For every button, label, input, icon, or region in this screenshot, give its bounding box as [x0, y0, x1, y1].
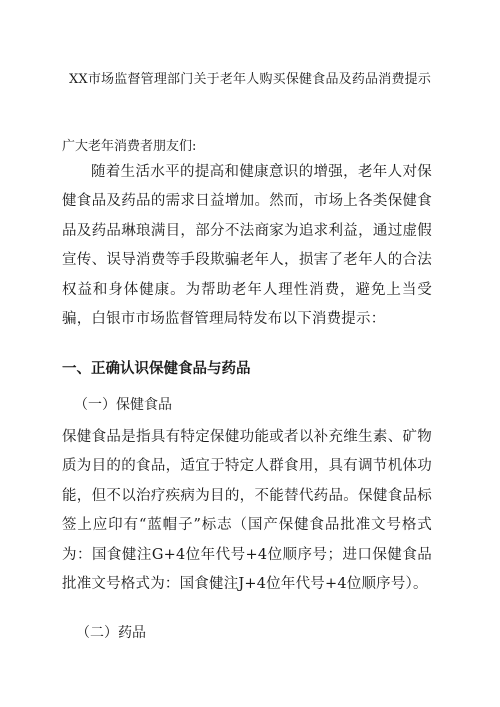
health-food-paragraph: 保健食品是指具有特定保健功能或者以补充维生素、矿物质为目的的食品，适宜于特定人群食用，具有调节机体功能，但不以治疗疾病为目的，不能替代药品。保健食品标签上应印有“蓝帽子”标志（国产保健食品批准文号格式为：国食健注G+4位年代号+4位顺序号；进口保健食品批准文号格式为：国食健注J+4位年代号+4位顺序号）。	[62, 429, 432, 593]
subsection-heading-medicine: （二）药品	[76, 625, 146, 641]
section-heading-1: 一、正确认识保健食品与药品	[62, 361, 251, 377]
subsection-heading-health-food: （一）保健食品	[74, 397, 172, 413]
document-title: XX市场监督管理部门关于老年人购买保健食品及药品消费提示	[68, 72, 432, 87]
salutation: 广大老年消费者朋友们:	[62, 139, 197, 154]
intro-paragraph: 随着生活水平的提高和健康意识的增强，老年人对保健食品及药品的需求日益增加。然而，市场上各类保健食品及药品琳琅满目，部分不法商家为追求利益，通过虚假宣传、误导消费等手段欺骗老年人，损害了老年人的合法权益和身体健康。为帮助老年人理性消费，避免上当受骗，白银市市场监督管理局特发布以下消费提示：	[62, 164, 432, 328]
